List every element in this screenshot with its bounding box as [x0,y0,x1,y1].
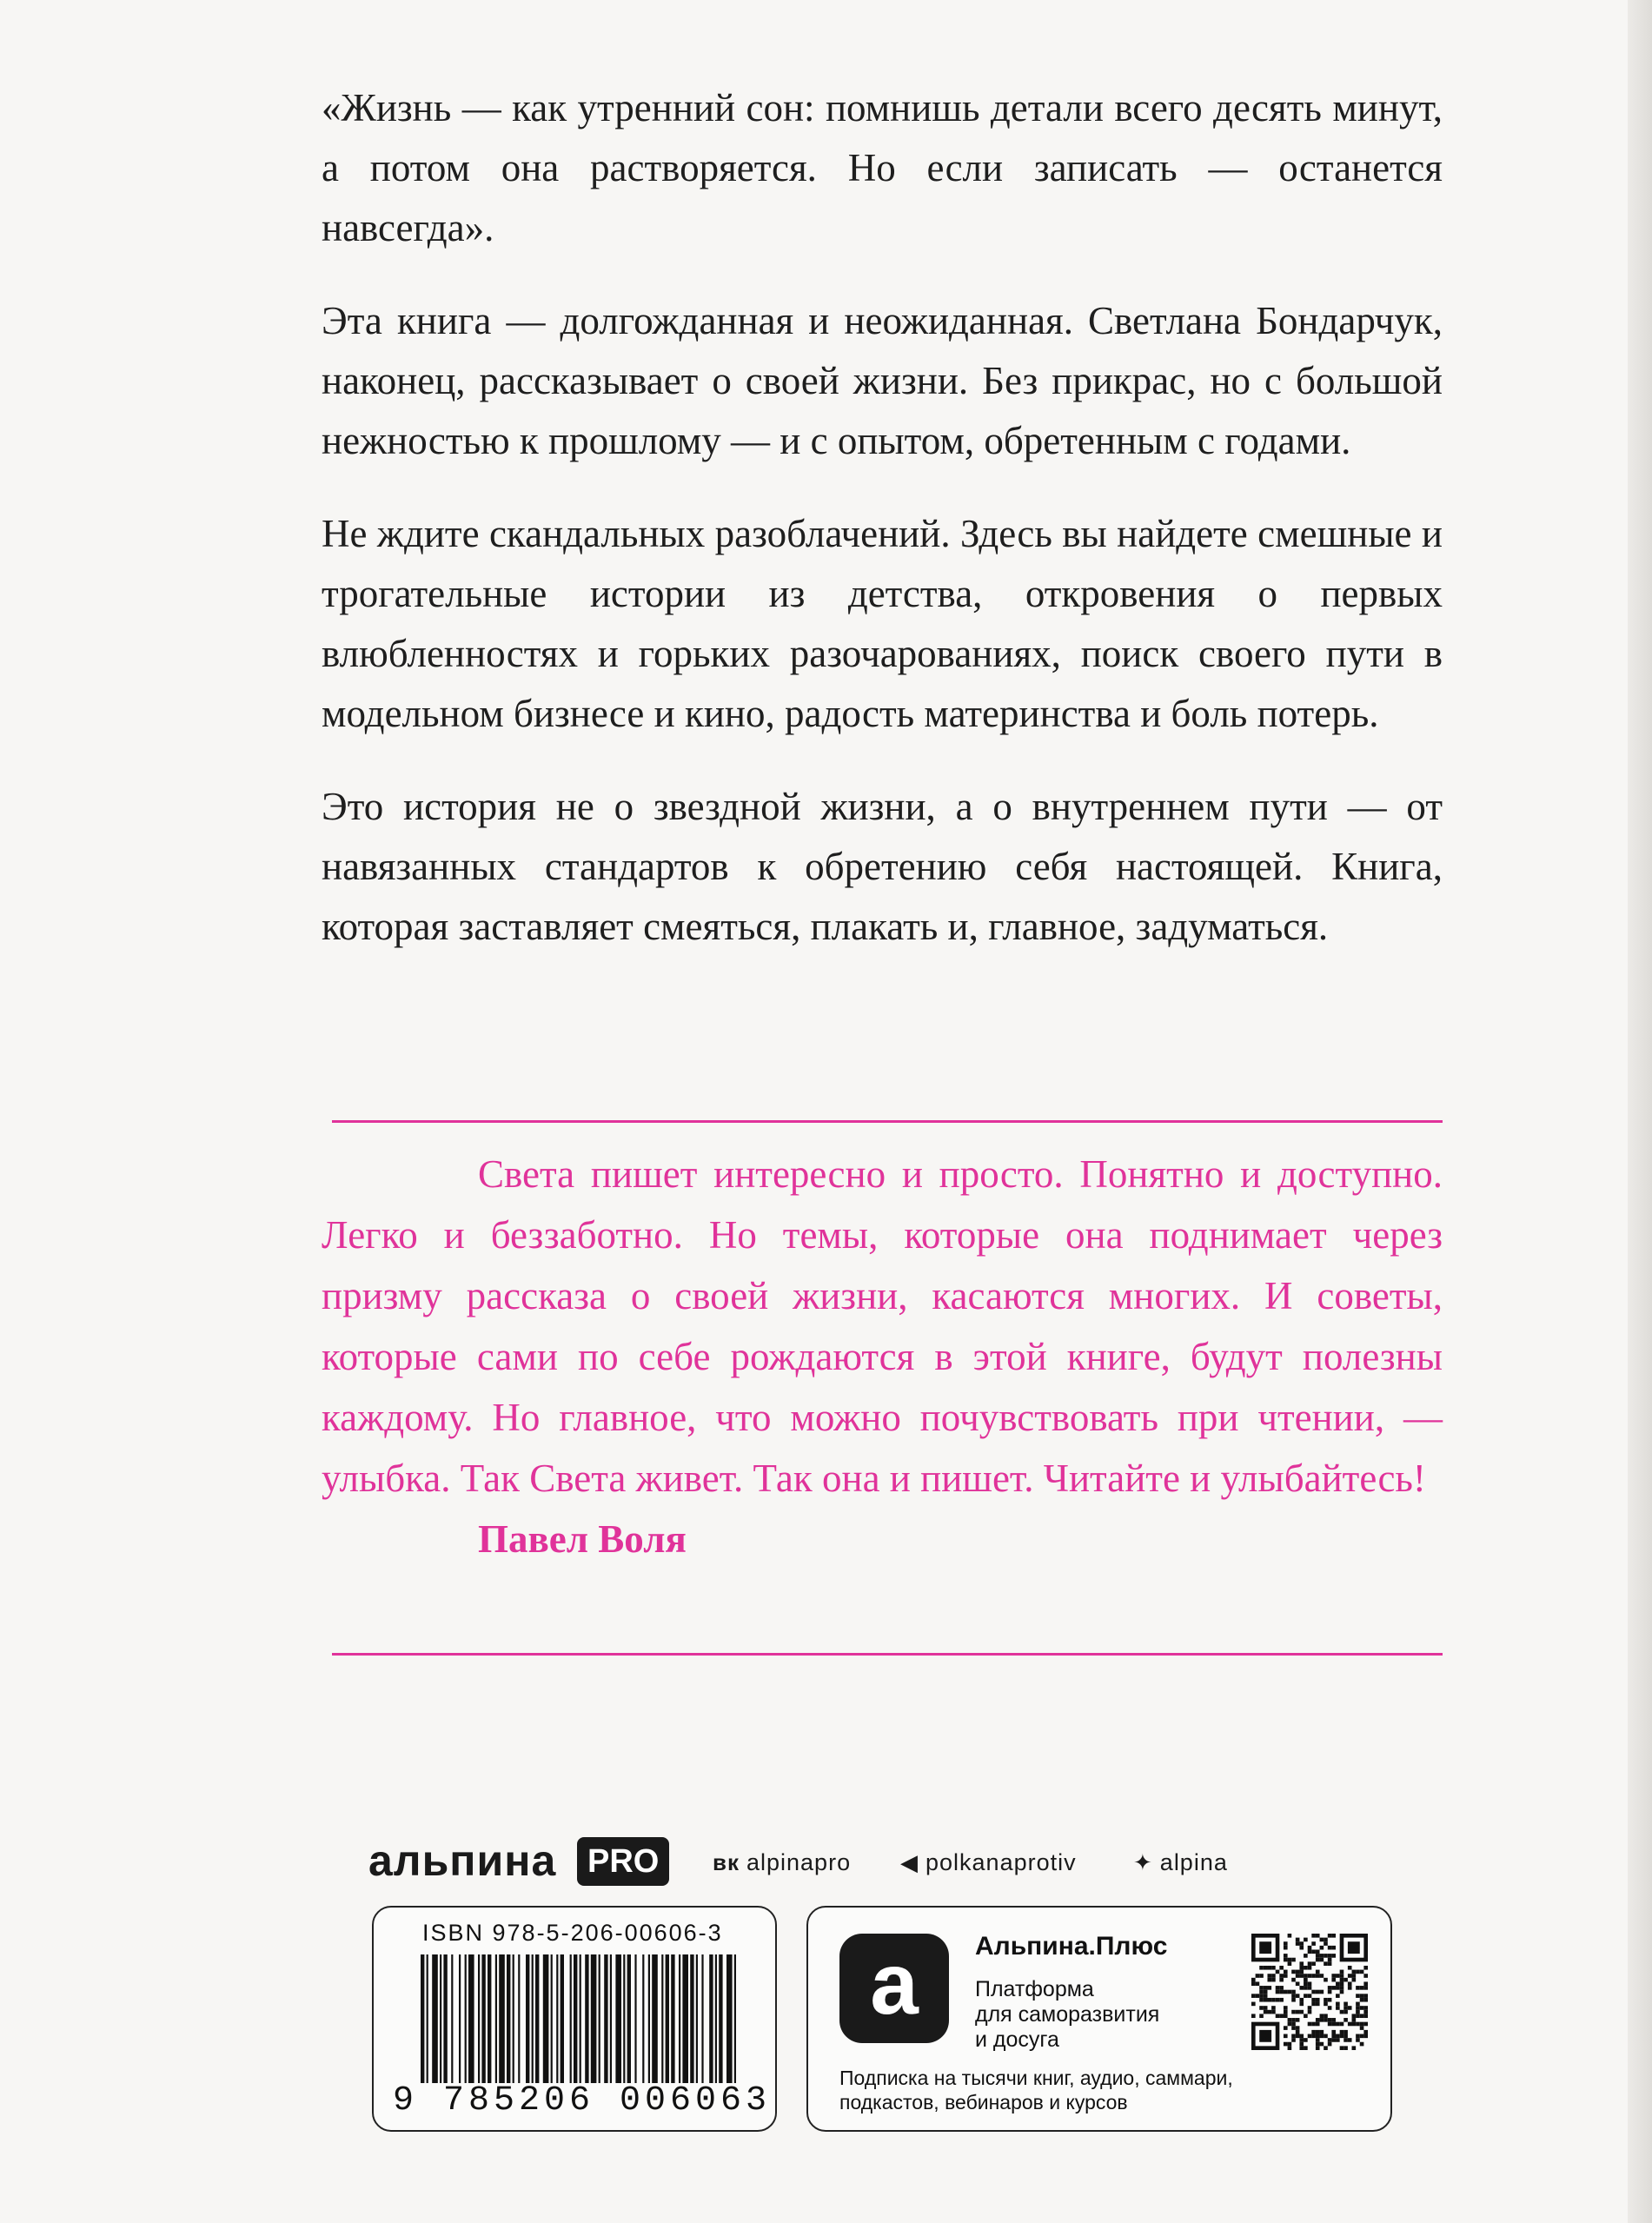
alpina-plus-desc-line: для саморазвития [975,2002,1160,2027]
description-paragraph-1: «Жизнь — как утренний сон: помнишь детали всего десять минут, а потом она растворяется. Но если записать — останется навсегда». [322,86,1443,249]
qr-code-icon [1251,1934,1368,2050]
quote-top-divider [332,1120,1443,1123]
alpina-plus-sub-line: Подписка на тысячи книг, аудио, саммари, [839,2067,1233,2089]
alpina-plus-box [806,1906,1392,2132]
description-paragraph-2: Эта книга — долгожданная и неожиданная. Светлана Бондарчук, наконец, рассказывает о своей жизни. Без прикрас, но с большой нежностью к прошлому — и с опытом, обретенным с годами. [322,299,1443,462]
alpina-plus-desc-line: Платформа [975,1977,1094,2001]
barcode-digits: 9 785206 006063 [393,2081,772,2120]
review-quote [322,1144,1443,1569]
description-paragraph-4: Это история не о звездной жизни, а о внутреннем пути — от навязанных стандартов к обретению себя настоящей. Книга, которая заставляет смеяться, плакать и, главное, задуматься. [322,785,1443,948]
publisher-row [368,1834,1446,1891]
publisher-logo-badge: PRO [577,1837,669,1886]
alpina-plus-description [975,1977,1159,2053]
social-telegram [900,1849,1077,1876]
vk-icon: вк [713,1849,740,1875]
review-quote-text: Света пишет интересно и просто. Понятно и доступно. Легко и беззаботно. Но темы, которые она поднимает через призму рассказа о своей жизни, касаются многих. И советы, которые сами по себе рождаются в этой книге, будут полезны каждому. Но главное, что можно почувствовать при чтении, — улыбка. Так Света живет. Так она и пишет. Читайте и улыбайтесь! [322,1152,1443,1500]
review-quote-author: Павел Воля [478,1517,687,1561]
isbn-label: ISBN 978-5-206-00606-3 [422,1920,723,1946]
social-vk-label: alpinapro [746,1849,852,1875]
social-vk [713,1849,851,1876]
alpina-plus-app-icon: a [839,1934,949,2043]
description-block [322,78,1443,990]
barcode-graphic [417,1954,739,2083]
social-telegram-label: polkanaprotiv [926,1849,1077,1875]
isbn-barcode-box [372,1906,777,2132]
quote-bottom-divider [332,1653,1443,1656]
social-dzen [1133,1849,1228,1876]
dzen-icon: ✦ [1133,1849,1153,1875]
publisher-logo-word: альпина [368,1836,557,1885]
description-paragraph-3: Не ждите скандальных разоблачений. Здесь вы найдете смешные и трогательные истории из детства, откровения о первых влюбленностях и горьких разочарованиях, поиск своего пути в модельном бизнесе и кино, радость материнства и боль потерь. [322,512,1443,735]
social-dzen-label: alpina [1159,1849,1228,1875]
alpina-plus-subscription [839,2066,1233,2114]
cover-edge [1628,0,1652,2223]
telegram-icon: ◀ [900,1849,919,1875]
alpina-plus-desc-line: и досуга [975,2027,1059,2052]
alpina-plus-sub-line: подкастов, вебинаров и курсов [839,2091,1128,2114]
alpina-plus-title: Альпина.Плюс [975,1932,1168,1961]
